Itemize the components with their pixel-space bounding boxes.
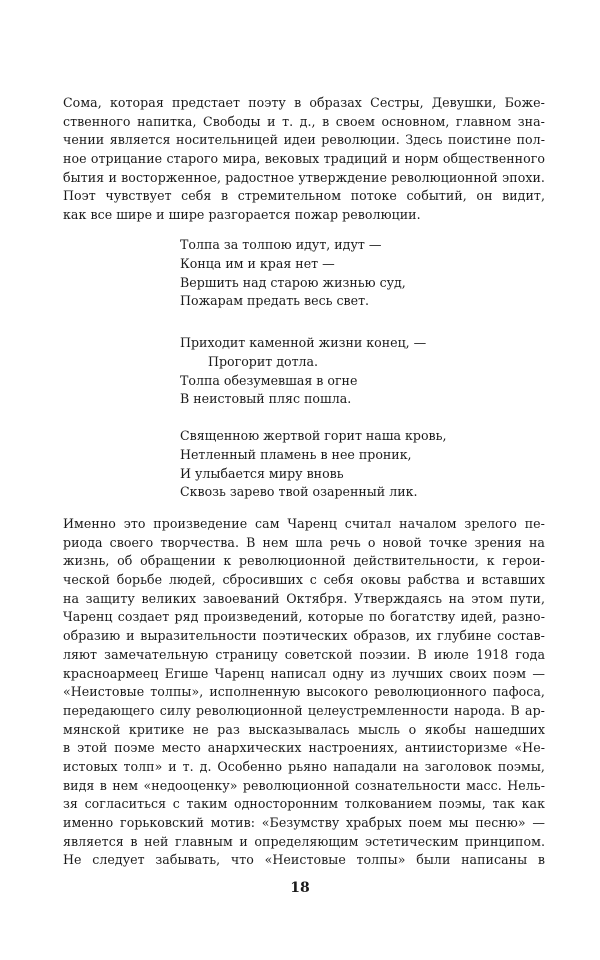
text-line: ческой борьбе людей, сбросивших с себя оковы рабства и вставших xyxy=(63,572,545,588)
poem-line: Толпа за толпою идут, идут — xyxy=(180,237,382,252)
text-line: Не следует забывать, что «Неистовые толпы» были написаны в xyxy=(63,852,545,868)
text-line: истовых толп» и т. д. Особенно рьяно нападали на заголовок поэмы, xyxy=(63,758,545,774)
text-line: зя согласиться с таким односторонним толкованием поэмы, так как xyxy=(63,796,545,812)
text-line: «Неистовые толпы», исполненную высокого революционного пафоса, xyxy=(63,684,545,700)
text-line: мянской критике не раз высказывалась мысль о якобы нашедших xyxy=(63,721,545,737)
poem-line: Пожарам предать весь свет. xyxy=(180,293,370,309)
poem-line: Нетленный пламень в нее проник, xyxy=(180,446,412,462)
text-line: является в ней главным и определяющим эстетическим принципом. xyxy=(63,833,545,849)
poem-line: Конца им и края нет — xyxy=(180,255,335,271)
text-line: Чаренц создает ряд произведений, которые по богатству идей, разно- xyxy=(63,609,545,625)
poem-line: Толпа обезумевшая в огне xyxy=(180,372,358,388)
text-line: видя в нем «недооценку» революционной сознательности масс. Нель- xyxy=(63,777,545,793)
text-line: в этой поэме место анархических настроениях, антиисторизме «Не- xyxy=(63,740,545,756)
text-line: ляют замечательную страницу советской поэзии. В июле 1918 года xyxy=(63,646,545,662)
poem-line: И улыбается миру вновь xyxy=(180,465,344,481)
text-line: Сома, которая предстает поэту в образах Сестры, Девушки, Боже- xyxy=(63,95,545,110)
poem-stanza-2 xyxy=(180,334,480,409)
poem-stanza-1 xyxy=(180,236,480,311)
text-line: чении является носительницей идеи революции. Здесь поистине пол- xyxy=(63,132,545,148)
text-line: образию и выразительности поэтических образов, их глубине состав- xyxy=(63,628,545,644)
text-line: передающего силу революционной целеустремленности народа. В ар- xyxy=(63,702,545,718)
text-line: риода своего творчества. В нем шла речь о новой точке зрения на xyxy=(63,534,545,550)
poem-line: Сквозь зарево твой озаренный лик. xyxy=(180,484,418,500)
poem-line: Вершить над старою жизнью суд, xyxy=(180,274,406,290)
text-line: красноармеец Егише Чаренц написал одну из лучших своих поэм — xyxy=(63,665,545,681)
text-line: на защиту великих завоеваний Октября. Утверждаясь на этом пути, xyxy=(63,590,545,606)
poem-line: Прогорит дотла. xyxy=(208,353,319,369)
text-line: как все шире и шире разгорается пожар революции. xyxy=(63,207,421,223)
text-line: жизнь, об обращении к революционной действительности, к герои- xyxy=(63,553,545,569)
paragraph-bottom xyxy=(63,515,545,870)
text-line: Поэт чувствует себя в стремительном потоке событий, он видит, xyxy=(63,188,545,204)
text-line: ное отрицание старого мира, вековых традиций и норм общественного xyxy=(63,151,545,167)
text-line: бытия и восторженное, радостное утверждение революционной эпохи. xyxy=(63,169,545,185)
paragraph-top xyxy=(63,94,545,225)
text-line: Именно это произведение сам Чаренц считал началом зрелого пе- xyxy=(63,516,545,531)
text-line: ственного напитка, Свободы и т. д., в своем основном, главном зна- xyxy=(63,113,545,129)
page-number: 18 xyxy=(290,880,310,896)
poem-line: В неистовый пляс пошла. xyxy=(180,391,352,407)
poem-line: Священною жертвой горит наша кровь, xyxy=(180,428,447,443)
poem-stanza-3 xyxy=(180,427,480,502)
text-line: именно горьковский мотив: «Безумству храбрых поем мы песню» — xyxy=(63,815,545,830)
poem-line: Приходит каменной жизни конец, — xyxy=(180,335,427,350)
